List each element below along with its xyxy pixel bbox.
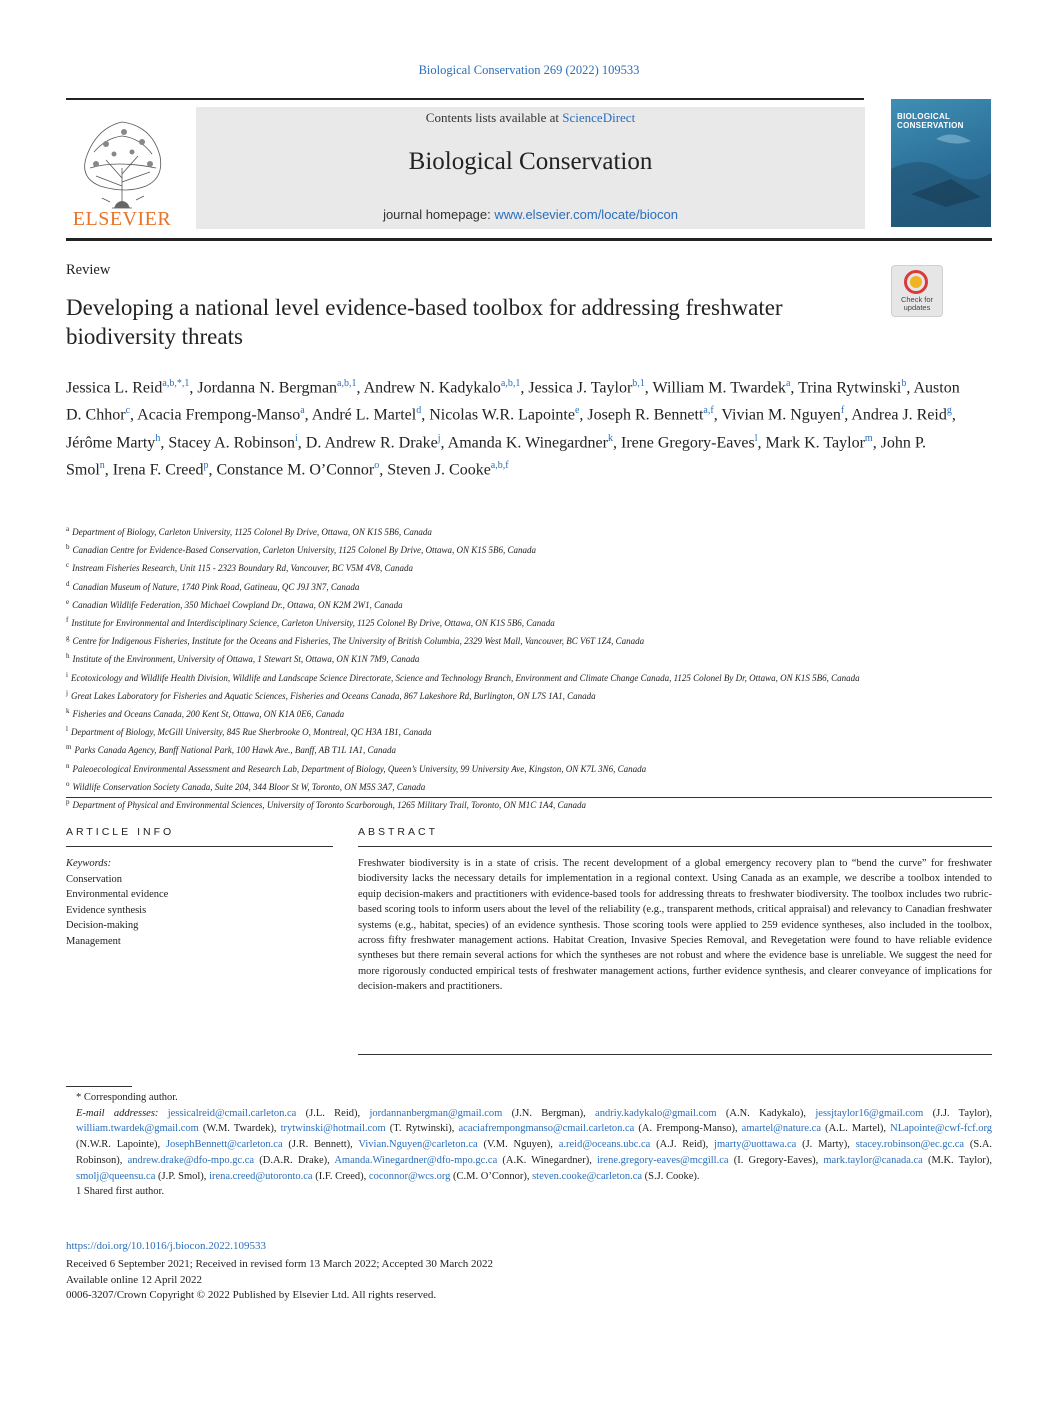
abstract-text: Freshwater biodiversity is in a state of crisis. The recent development of a global emergency recovery plan to “bend the curve” for freshwater biodiversity lacks the necessary details for implementation in a regional context. Using Canada as an example, we describe a toolbox intended to equip decision-makers and practitioners with evidence-based tools for addressing threats to freshwater biodiversity. The toolbox includes two rubric-based scoring tools to inform users about the level of the reliability (e.g., transparent methods, critical appraisal) and relevancy to Canadian freshwater systems (e.g., habitat, species) of an evidence synthesis. Those scoring tools were applied to 259 evidence syntheses, also included in the toolbox, across fifty freshwater management actions. Habitat Creation, Invasive Species Removal, and Revegetation were found to have reliable evidence syntheses but there remain several actions for which the syntheses are not robust and where the evidence base is unreliable. We suggest the need for more rigorously conducted empirical tests of freshwater management actions, further evidence synthesis, and clearer conveyance of implications for decision-makers and practitioners.	[358, 858, 992, 993]
author-affiliation-marker[interactable]: b,1	[632, 378, 645, 389]
article-info-heading: ARTICLE INFO	[66, 826, 175, 838]
cover-title: BIOLOGICAL CONSERVATION	[897, 112, 964, 130]
email-owner: (W.M. Twardek),	[198, 1123, 277, 1135]
affiliation-text: Wildlife Conservation Society Canada, Suite 204, 344 Bloor St W, Toronto, ON M5S 3A7, Canada	[72, 781, 426, 792]
affiliation-item	[66, 759, 996, 777]
author-name[interactable]: Jessica L. Reid	[66, 379, 163, 397]
email-owner: (I.F. Creed),	[312, 1170, 367, 1182]
shared-first-author-note: 1 Shared first author.	[76, 1186, 165, 1198]
affiliation-item	[66, 740, 996, 758]
email-owner: (I. Gregory-Eaves),	[728, 1154, 819, 1166]
homepage-link[interactable]: www.elsevier.com/locate/biocon	[494, 207, 678, 222]
affiliation-label: o	[66, 779, 70, 788]
email-label: E-mail addresses:	[76, 1107, 159, 1119]
affiliation-label: n	[66, 761, 70, 770]
author-name[interactable]: Joseph R. Bennett	[587, 406, 704, 424]
journal-title: Biological Conservation	[408, 148, 653, 175]
email-owner: (J.N. Bergman),	[502, 1107, 586, 1119]
affiliation-item	[66, 704, 996, 722]
author-affiliation-marker[interactable]: f	[840, 405, 845, 417]
author-affiliation-marker[interactable]: n	[99, 459, 105, 471]
author-name[interactable]: D. Andrew R. Drake	[305, 433, 438, 451]
keyword-item: Environmental evidence	[66, 889, 169, 900]
keywords-block	[66, 856, 326, 949]
keyword-item: Conservation	[66, 873, 122, 885]
affiliation-text: Ecotoxicology and Wildlife Health Division, Wildlife and Landscape Science Directorate, Science and Technology Branch, Environment and Climate Change Canada, 1125 Colonel By Dr, Ottawa, ON K1S 5B6, Canada	[70, 672, 860, 683]
email-owner: (V.M. Nguyen),	[477, 1139, 553, 1151]
email-link[interactable]: Amanda.Winegardner@dfo-mpo.gc.ca	[334, 1154, 498, 1166]
author-affiliation-marker[interactable]: g	[946, 405, 952, 417]
author-affiliation-marker[interactable]: a,b,*,1	[162, 378, 190, 389]
email-link[interactable]: Vivian.Nguyen@carleton.ca	[358, 1139, 478, 1151]
author-affiliation-marker[interactable]: e	[574, 405, 580, 417]
author-name[interactable]: Irene Gregory-Eaves	[620, 433, 755, 451]
affiliation-item	[66, 686, 996, 704]
author-name[interactable]: Steven J. Cooke	[387, 461, 491, 479]
email-link[interactable]: steven.cooke@carleton.ca	[532, 1170, 643, 1182]
affiliation-text: Institute of the Environment, University of Ottawa, 1 Stewart St, Ottawa, ON K1N 7M9, Canada	[72, 654, 420, 665]
email-link[interactable]: jordannanbergman@gmail.com	[369, 1107, 503, 1119]
author-name[interactable]: Constance M. O’Connor	[216, 461, 375, 479]
email-link[interactable]: NLapointe@cwf-fcf.org	[890, 1123, 993, 1135]
author-affiliation-marker[interactable]: m	[864, 432, 873, 444]
affiliation-item	[66, 631, 996, 649]
author-affiliation-marker[interactable]: i	[294, 432, 298, 444]
email-list	[76, 1108, 992, 1182]
email-owner: (M.K. Taylor),	[922, 1154, 993, 1166]
email-link[interactable]: irena.creed@utoronto.ca	[209, 1170, 313, 1182]
author-affiliation-marker[interactable]: a	[785, 378, 791, 389]
affiliation-text: Institute for Environmental and Interdisciplinary Science, Carleton University, 1125 Colonel By Drive, Ottawa, ON K1S 5B6, Canada	[71, 618, 555, 629]
email-link[interactable]: jmarty@uottawa.ca	[714, 1139, 797, 1151]
author-affiliation-marker[interactable]: l	[754, 432, 758, 444]
affiliation-label: i	[66, 670, 68, 679]
received-dates: Received 6 September 2021; Received in revised form 13 March 2022; Accepted 30 March 2022	[66, 1258, 494, 1270]
author-list: Jessica L. Reid$^{a,b,*,1}$, Jordanna N. Bergman$^{a,b,1}$, Andrew N. Kadykalo$^{a,b,1}$, Jessica J. Taylor$^{b,1}$, William M. Twardek$^a$, Trina Rytwinski$^b$, Auston D. Chhor$^c$, Acacia Frempong-Manso$^a$, André L. Martel$^d$, Nicolas W.R. Lapointe$^e$, Joseph R. Bennett$^{a,f}$, Vivian M. Nguyen$^f$, Andrea J. Reid$^g$, Jérôme Marty$^h$, Stacey A. Robinson$^i$, D. Andrew R. Drake$^j$, Amanda K. Winegardner$^k$, Irene Gregory-Eaves$^l$, Mark K. Taylor$^m$, John P. Smol$^n$, Irena F. Creed$^p$, Constance M. O’Connor$^o$, Steven J. Cooke$^{a,b,f}$	[66, 378, 960, 479]
affiliation-label: k	[66, 707, 70, 716]
email-link[interactable]: andrew.drake@dfo-mpo.gc.ca	[127, 1154, 255, 1166]
affiliation-label: j	[66, 688, 68, 697]
affiliation-text: Canadian Centre for Evidence-Based Conservation, Carleton University, 1125 Colonel By Drive, Ottawa, ON K1S 5B6, Canada	[72, 545, 536, 556]
author-affiliation-marker[interactable]: j	[437, 432, 441, 444]
affiliation-item	[66, 649, 996, 667]
author-name[interactable]: William M. Twardek	[652, 379, 786, 397]
author-name[interactable]: Andrew N. Kadykalo	[363, 379, 501, 397]
affiliation-item	[66, 595, 996, 613]
check-for-updates-icon-center	[910, 276, 922, 288]
abstract-end-rule	[358, 1054, 992, 1055]
journal-reference[interactable]: Biological Conservation 269 (2022) 109533	[418, 63, 640, 77]
affiliation-label: l	[66, 725, 68, 734]
email-link[interactable]: trytwinski@hotmail.com	[280, 1123, 386, 1135]
affiliation-text: Canadian Wildlife Federation, 350 Michael Cowpland Dr., Ottawa, ON K2M 2W1, Canada	[72, 599, 403, 610]
author-name[interactable]: Acacia Frempong-Manso	[137, 406, 301, 424]
contents-line	[196, 110, 865, 126]
author-affiliation-marker[interactable]: a	[300, 405, 305, 417]
author-affiliation-marker[interactable]: h	[155, 432, 161, 444]
corresponding-author-note: * Corresponding author.	[76, 1092, 178, 1103]
author-name[interactable]: Auston D. Chhor	[66, 379, 960, 424]
email-link[interactable]: andriy.kadykalo@gmail.com	[595, 1107, 717, 1119]
affiliation-item	[66, 722, 996, 740]
affiliation-item	[66, 558, 996, 576]
email-link[interactable]: smolj@queensu.ca	[76, 1170, 156, 1182]
affiliation-text: Department of Biology, Carleton University, 1125 Colonel By Drive, Ottawa, ON K1S 5B6, Canada	[72, 527, 432, 537]
author-name[interactable]: Jessica J. Taylor	[528, 379, 633, 397]
affiliation-label: c	[66, 561, 70, 570]
email-owner: (A.J. Reid),	[650, 1139, 709, 1151]
email-link[interactable]: mark.taylor@canada.ca	[823, 1154, 923, 1166]
author-name[interactable]: André L. Martel	[311, 406, 417, 424]
keyword-item: Decision-making	[66, 920, 139, 931]
author-affiliation-marker[interactable]: a,b,1	[500, 378, 521, 389]
keywords-label: Keywords:	[66, 858, 112, 869]
email-link[interactable]: jessjtaylor16@gmail.com	[815, 1107, 924, 1119]
homepage-line	[196, 207, 865, 222]
contents-prefix: Contents lists available at	[425, 110, 560, 125]
affiliation-item	[66, 540, 996, 558]
header-top-rule	[66, 98, 864, 100]
email-owner: (D.A.R. Drake),	[254, 1154, 330, 1166]
email-owner: (J.J. Taylor),	[923, 1107, 993, 1119]
author-affiliation-marker[interactable]: p	[203, 459, 209, 471]
affiliation-label: b	[66, 543, 70, 552]
email-owner: (T. Rytwinski),	[385, 1123, 455, 1135]
author-affiliation-marker[interactable]: c	[125, 405, 131, 417]
affiliation-label: f	[66, 616, 69, 625]
email-link[interactable]: JosephBennett@carleton.ca	[165, 1139, 283, 1151]
email-owner: (N.W.R. Lapointe),	[76, 1139, 161, 1151]
affiliation-text: Paleoecological Environmental Assessment and Research Lab, Department of Biology, Queen’s University, 99 University Ave, Kingston, ON K7L 3N6, Canada	[72, 763, 647, 774]
author-name[interactable]: Andrea J. Reid	[851, 406, 947, 424]
article-title: Developing a national level evidence-based toolbox for addressing freshwater biodiversity threats	[66, 295, 783, 349]
affiliation-label: p	[66, 798, 70, 807]
affiliation-text: Parks Canada Agency, Banff National Park, 100 Hawk Ave., Banff, AB T1L 1A1, Canada	[74, 745, 397, 756]
email-link[interactable]: acaciafrempongmanso@cmail.carleton.ca	[458, 1123, 635, 1135]
footnotes	[66, 1090, 992, 1200]
affiliation-text: Fisheries and Oceans Canada, 200 Kent St, Ottawa, ON K1A 0E6, Canada	[72, 709, 345, 720]
email-owner: (A.K. Winegardner),	[497, 1154, 592, 1166]
author-affiliation-marker[interactable]: a,b,1	[337, 378, 357, 389]
author-name[interactable]: Vivian M. Nguyen	[721, 406, 841, 424]
author-name[interactable]: Stacey A. Robinson	[168, 433, 295, 451]
check-for-updates-label: Check for updates	[900, 295, 934, 312]
affiliation-text: Department of Biology, McGill University, 845 Rue Sherbrooke O, Montreal, QC H3A 1B1, Canada	[70, 727, 432, 738]
affiliation-text: Canadian Museum of Nature, 1740 Pink Road, Gatineau, QC J9J 3N7, Canada	[72, 581, 360, 592]
author-affiliation-marker[interactable]: k	[607, 432, 613, 444]
copyright: 0006-3207/Crown Copyright © 2022 Published by Elsevier Ltd. All rights reserved.	[66, 1289, 437, 1301]
online-date: Available online 12 April 2022	[66, 1273, 203, 1286]
author-name[interactable]: John P. Smol	[66, 433, 927, 479]
affiliation-list	[66, 522, 996, 813]
email-link[interactable]: william.twardek@gmail.com	[76, 1123, 199, 1135]
affiliations-rule	[66, 797, 992, 798]
author-name[interactable]: Jérôme Marty	[66, 433, 156, 451]
email-owner: (S.J. Cooke).	[642, 1170, 700, 1182]
author-name[interactable]: Trina Rytwinski	[798, 379, 902, 397]
homepage-prefix: journal homepage:	[383, 207, 491, 222]
email-owner: (A. Frempong-Manso),	[634, 1123, 738, 1135]
email-link[interactable]: a.reid@oceans.ubc.ca	[558, 1139, 651, 1151]
author-name[interactable]: Amanda K. Winegardner	[447, 433, 608, 451]
email-owner: (A.L. Martel),	[821, 1123, 887, 1135]
author-name[interactable]: Jordanna N. Bergman	[197, 379, 338, 397]
abstract-heading: ABSTRACT	[358, 826, 439, 838]
author-affiliation-marker[interactable]: a,b,f	[490, 459, 509, 471]
affiliation-label: m	[66, 743, 72, 752]
elsevier-wordmark: ELSEVIER	[72, 208, 172, 230]
footnote-rule	[66, 1086, 132, 1087]
email-link[interactable]: jessicalreid@cmail.carleton.ca	[167, 1107, 297, 1119]
affiliation-item	[66, 522, 996, 540]
email-owner: (J. Marty),	[796, 1139, 850, 1151]
email-owner: (J.L. Reid),	[296, 1107, 361, 1119]
affiliation-label: a	[66, 525, 70, 533]
author-name[interactable]: Mark K. Taylor	[765, 433, 865, 451]
email-owner: (S.A. Robinson),	[76, 1139, 993, 1166]
affiliation-item	[66, 668, 996, 686]
author-affiliation-marker[interactable]: a,f	[703, 405, 714, 417]
affiliation-label: h	[66, 652, 70, 661]
email-owner: (J.P. Smol),	[155, 1170, 207, 1182]
keyword-item: Evidence synthesis	[66, 904, 147, 916]
affiliation-label: g	[66, 634, 70, 643]
article-info-rule	[66, 846, 333, 847]
email-owner: (A.N. Kadykalo),	[716, 1107, 807, 1119]
affiliation-label: d	[66, 579, 70, 588]
email-link[interactable]: amartel@nature.ca	[741, 1123, 822, 1135]
affiliation-item	[66, 613, 996, 631]
email-owner: (J.R. Bennett),	[282, 1139, 353, 1151]
affiliation-text: Instream Fisheries Research, Unit 115 - 2323 Boundary Rd, Vancouver, BC V5M 4V8, Canada	[72, 563, 413, 574]
email-link[interactable]: irene.gregory-eaves@mcgill.ca	[597, 1154, 729, 1166]
keyword-item: Management	[66, 935, 121, 947]
affiliation-item	[66, 777, 996, 795]
affiliation-text: Great Lakes Laboratory for Fisheries and Aquatic Sciences, Fisheries and Oceans Canada, 867 Lakeshore Rd, Burlington, ON L7S 1A1, Canada	[70, 690, 596, 701]
author-affiliation-marker[interactable]: o	[374, 459, 380, 471]
affiliation-label: e	[66, 597, 70, 606]
publication-dates	[66, 1257, 992, 1304]
affiliation-text: Centre for Indigenous Fisheries, Institute for the Oceans and Fisheries, The University of British Columbia, 2329 West Mall, Vancouver, BC V6T 1Z4, Canada	[72, 636, 645, 647]
author-name[interactable]: Nicolas W.R. Lapointe	[429, 406, 575, 424]
header-bottom-rule	[66, 238, 992, 241]
author-affiliation-marker[interactable]: d	[416, 405, 422, 417]
abstract-rule	[358, 846, 992, 847]
email-link[interactable]: stacey.robinson@ec.gc.ca	[855, 1139, 965, 1151]
author-name[interactable]: Irena F. Creed	[112, 461, 204, 479]
author-affiliation-marker[interactable]: b	[901, 378, 907, 389]
doi-link[interactable]: https://doi.org/10.1016/j.biocon.2022.109533	[66, 1240, 266, 1252]
sciencedirect-link[interactable]: ScienceDirect	[562, 110, 636, 125]
email-link[interactable]: coconnor@wcs.org	[368, 1170, 451, 1182]
article-type: Review	[66, 262, 111, 278]
affiliation-item	[66, 577, 996, 595]
email-addresses	[66, 1106, 992, 1185]
email-owner: (C.M. O’Connor),	[450, 1170, 530, 1182]
affiliation-text: Department of Physical and Environmental Sciences, University of Toronto Scarborough, 1265 Military Trail, Toronto, ON M1C 1A4, Canada	[72, 800, 586, 811]
